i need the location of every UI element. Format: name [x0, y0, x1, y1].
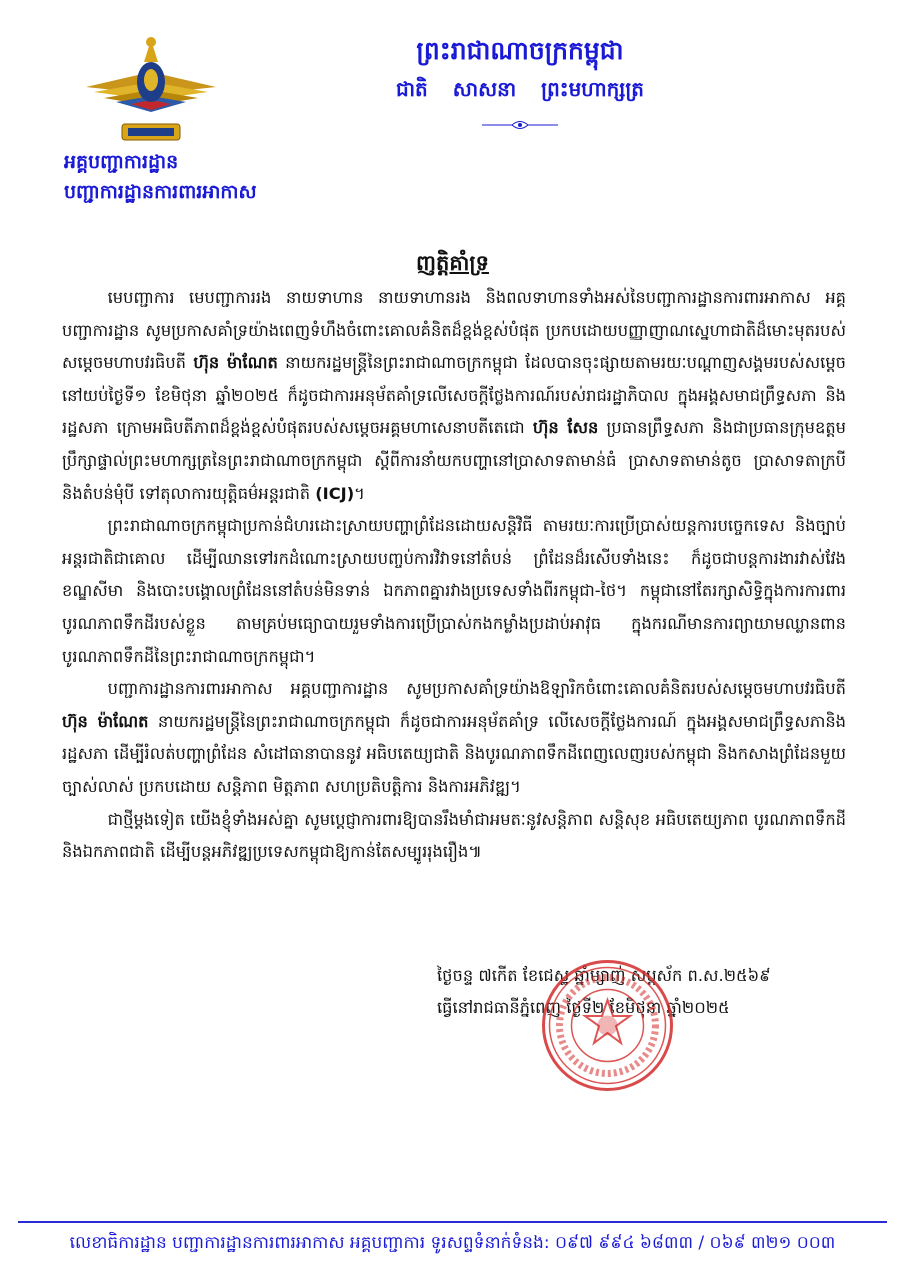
lunar-date: ថ្ងៃចន្ទ ៧កើត ខែជេស្ឋ ឆ្នាំម្សាញ់ សប្តស័ក ព.ស.២៥៦៩ — [437, 966, 771, 985]
icj-abbrev: (ICJ) — [315, 483, 355, 503]
kingdom-heading: ព្រះរាជាណាចក្រកម្ពុជា — [416, 36, 624, 65]
national-motto: ជាតិ សាសនា ព្រះមហាក្សត្រ — [396, 77, 644, 101]
name-hun-sen: ហ៊ុន សែន — [532, 418, 599, 438]
paragraph-4: ជាថ្មីម្តងទៀត យើងខ្ញុំទាំងអស់គ្នា សូមប្តេជ្ញាការពារឱ្យបានរឹងមាំជាអមតៈនូវសន្តិភាព សន្តិសុខ អធិបតេយ្យភាព បូរណភាពទឹកដី និងឯកភាពជាតិ ដើម្បីបន្តអភិវឌ្ឍប្រទេសកម្ពុជាឱ្យកាន់តែសម្បូររុងរឿង៕ — [62, 809, 846, 862]
name-hun-manet: ហ៊ុន ម៉ាណែត — [62, 711, 149, 731]
org-name-general-command: អគ្គបញ្ជាការដ្ឋាន — [64, 151, 179, 173]
footer-contact: លេខាធិការដ្ឋាន បញ្ជាការដ្ឋានការពារអាកាស អគ្គបញ្ជាការ ទូរសព្ទទំនាក់ទំនង: ០៩៧ ៩៩៤ ៦៨៣៣ / ០៦៩ ៣២១ ០០៣ — [69, 1233, 836, 1253]
paragraph-2: ព្រះរាជាណាចក្រកម្ពុជាប្រកាន់ជំហរដោះស្រាយបញ្ហាព្រំដែនដោយសន្តិវិធី តាមរយៈការប្រើប្រាស់យន្តការបច្ចេកទេស និងច្បាប់អន្តរជាតិជាគោល ដើម្បីឈានទៅរកដំណោះស្រាយបញ្ចប់ការវិវាទនៅតំបន់ ព្រំដែនដ៏រសើបទាំងនេះ ក៏ដូចជាបន្តការងារវាស់វែងខណ្ឌសីមា និងបោះបង្គោលព្រំដែននៅតំបន់មិនទាន់ ឯកភាពគ្នារវាងប្រទេសទាំងពីរកម្ពុជា-ថៃ។ កម្ពុជានៅតែរក្សាសិទ្ធិក្នុងការការពារបូរណភាពទឹកដីរបស់ខ្លួន តាមគ្រប់មធ្យោបាយរួមទាំងការប្រើប្រាស់កងកម្លាំងប្រដាប់អាវុធ ក្នុងករណីមានការព្យាយាមឈ្លានពានបូរណភាពទឹកដីនៃព្រះរាជាណាចក្រកម្ពុជា។ — [62, 516, 846, 666]
paragraph-3: បញ្ជាការដ្ឋានការពារអាកាស អគ្គបញ្ជាការដ្ឋាន សូមប្រកាសគាំទ្រយ៉ាងឱឡារិកចំពោះគោលគំនិតរបស់សម្តេចមហាបវរធិបតី ហ៊ុន ម៉ាណែត នាយករដ្ឋមន្ត្រីនៃព្រះរាជាណាចក្រកម្ពុជា ក៏ដូចជាការអនុម័តគាំទ្រ លើសេចក្តីថ្លែងការណ៍ ក្នុងអង្គសមាជព្រឹទ្ធសភានិងរដ្ឋសភា ដើម្បីរំលត់បញ្ហាព្រំដែន សំដៅធានាបាននូវ អធិបតេយ្យជាតិ និងបូរណភាពទឹកដីពេញលេញរបស់កម្ពុជា និងកសាងព្រំដែនមួយច្បាស់លាស់ ប្រកបដោយ សន្តិភាព មិត្តភាព សហប្រតិបត្តិការ និងការអភិវឌ្ឍ។ — [62, 679, 847, 796]
paragraph-1: មេបញ្ជាការ មេបញ្ជាការរង នាយទាហាន នាយទាហានរង និងពលទាហានទាំងអស់នៃបញ្ជាការដ្ឋានការពារអាកាស អគ្គបញ្ជាការដ្ឋាន សូមប្រកាសគាំទ្រយ៉ាងពេញទំហឹងចំពោះគោលគំនិតដ៏ខ្ពង់ខ្ពស់បំផុត ប្រកបដោយបញ្ញាញាណស្នេហាជាតិដ៏មោះមុតរបស់ សម្តេចមហាបវរធិបតី ហ៊ុន ម៉ាណែត នាយករដ្ឋមន្ត្រីនៃព្រះរាជាណាចក្រកម្ពុជា ដែលបានចុះផ្សាយតាមរយៈបណ្តាញសង្គមរបស់សម្តេច នៅយប់ថ្ងៃទី១ ខែមិថុនា ឆ្នាំ២០២៥ ក៏ដូចជាការអនុម័តគាំទ្រលើសេចក្តីថ្លែងការណ៍របស់រាជរដ្ឋាភិបាល ក្នុងអង្គសមាជព្រឹទ្ធសភា និងរដ្ឋសភា ក្រោមអធិបតីភាពដ៏ខ្ពង់ខ្ពស់បំផុតរបស់សម្តេចអគ្គមហាសេនាបតីតេជោ ហ៊ុន សែន ប្រធានព្រឹទ្ធសភា និងជាប្រធានក្រុមឧត្តមប្រឹក្សាផ្ទាល់ព្រះមហាក្សត្រនៃព្រះរាជាណាចក្រកម្ពុជា ស្តីពីការនាំយកបញ្ហានៅប្រាសាទតាមាន់ធំ ប្រាសាទតាមាន់តូច ប្រាសាទតាក្របី និងតំបន់មុំបី ទៅតុលាការយុត្តិធម៌អន្តរជាតិ (ICJ)។ — [62, 288, 846, 503]
air-force-emblem-icon — [76, 32, 226, 157]
document-body — [62, 282, 846, 869]
solar-date: ធ្វើនៅរាជធានីភ្នំពេញ ថ្ងៃទី២ ខែមិថុនា ឆ្នាំ២០២៥ — [437, 998, 730, 1017]
name-hun-manet: ហ៊ុន ម៉ាណែត — [193, 353, 278, 373]
ornament-divider-icon — [480, 118, 560, 132]
org-name-air-defense-command: បញ្ជាការដ្ឋានការពារអាកាស — [64, 181, 257, 203]
document-title: ញត្តិគាំទ្រ — [416, 251, 489, 275]
official-seal-icon — [540, 958, 675, 1093]
footer-divider — [18, 1221, 887, 1223]
